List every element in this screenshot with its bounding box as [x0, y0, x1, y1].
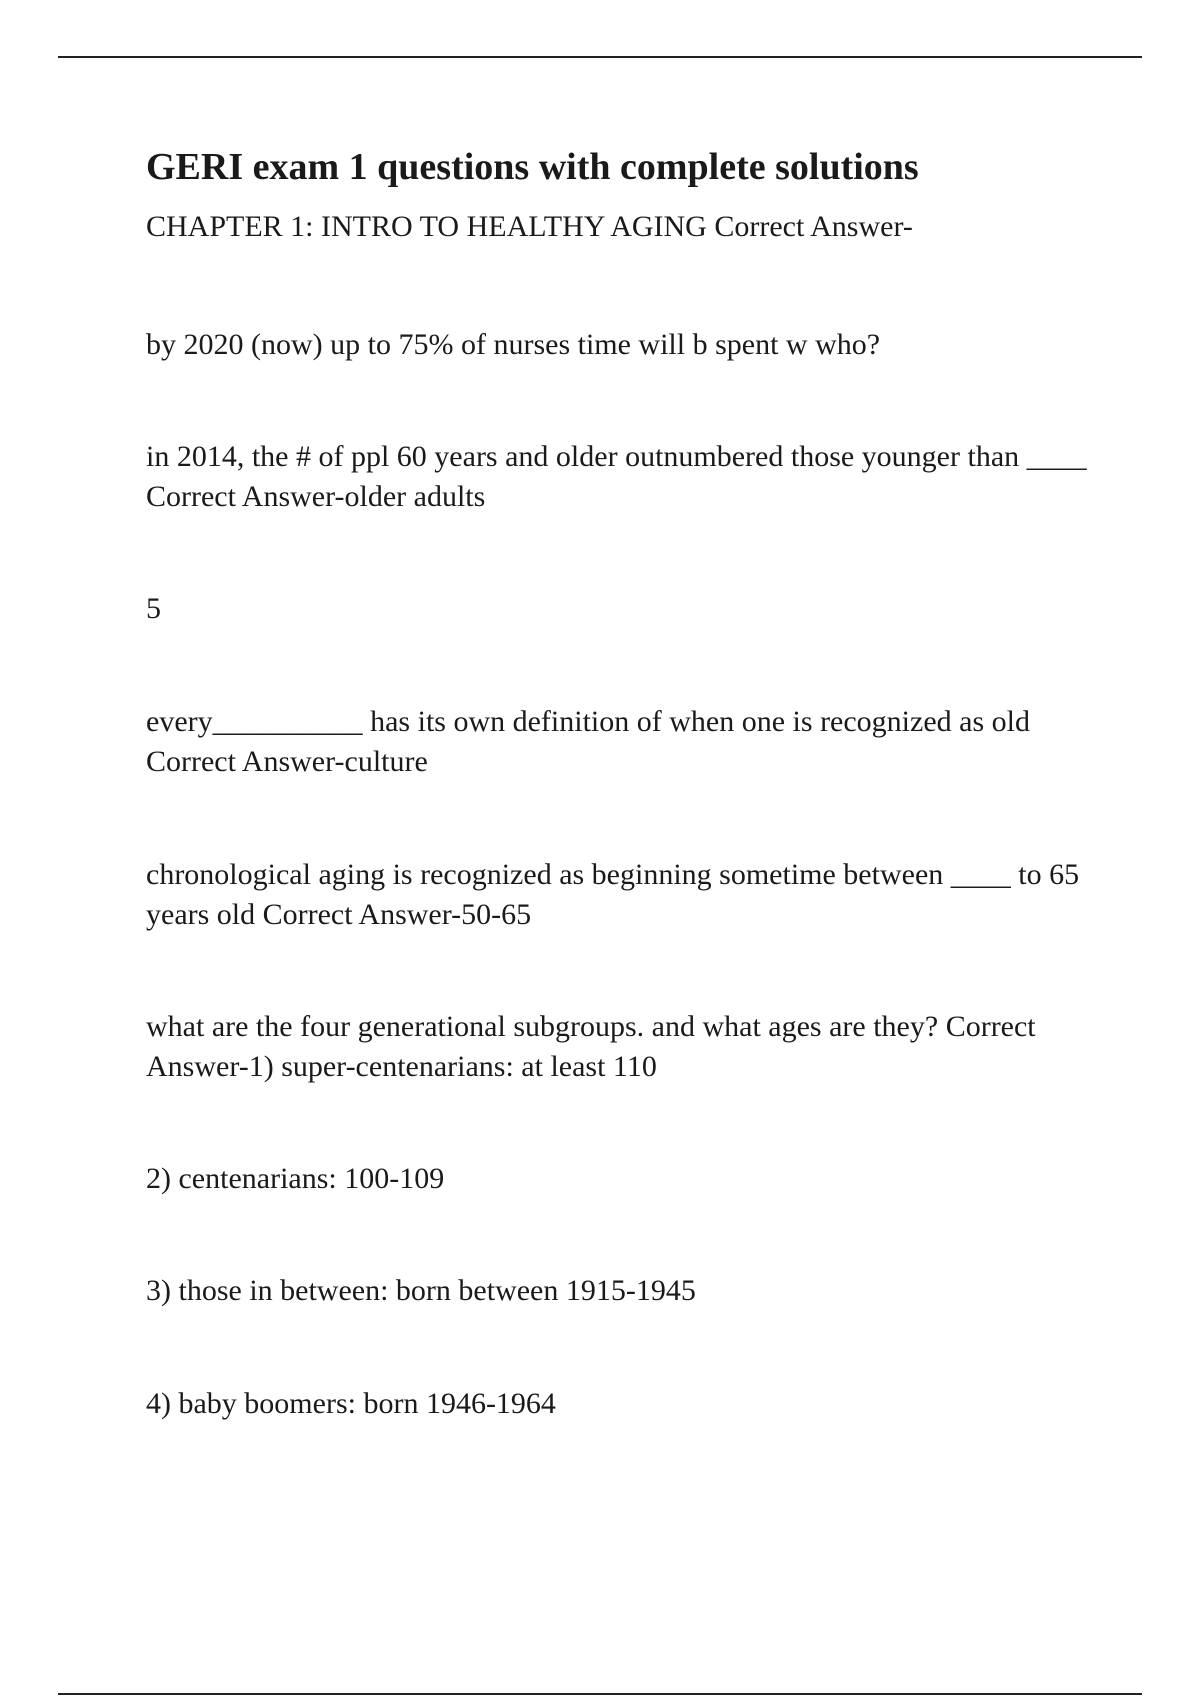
answer-list-item: 4) baby boomers: born 1946-1964 — [146, 1387, 556, 1420]
answer-list-item: 2) centenarians: 100-109 — [146, 1162, 445, 1195]
question-paragraph: in 2014, the # of ppl 60 years and older outnumbered those younger than ____ Correct Answer-older adults — [146, 440, 1087, 513]
question-paragraph: what are the four generational subgroups. and what ages are they? Correct Answer-1) super-centenarians: at least 110 — [146, 1010, 1036, 1083]
chapter-heading: CHAPTER 1: INTRO TO HEALTHY AGING Correct Answer- — [146, 210, 913, 243]
document-title: GERI exam 1 questions with complete solutions — [146, 146, 919, 188]
question-paragraph: every__________ has its own definition of when one is recognized as old Correct Answer-culture — [146, 705, 1030, 778]
question-paragraph: chronological aging is recognized as beginning sometime between ____ to 65 years old Correct Answer-50-65 — [146, 858, 1080, 931]
question-paragraph: 5 — [146, 592, 161, 625]
bottom-rule — [58, 1693, 1142, 1695]
answer-list-item: 3) those in between: born between 1915-1945 — [146, 1274, 696, 1307]
question-paragraph: by 2020 (now) up to 75% of nurses time will b spent w who? — [146, 328, 881, 361]
top-rule — [58, 56, 1142, 58]
